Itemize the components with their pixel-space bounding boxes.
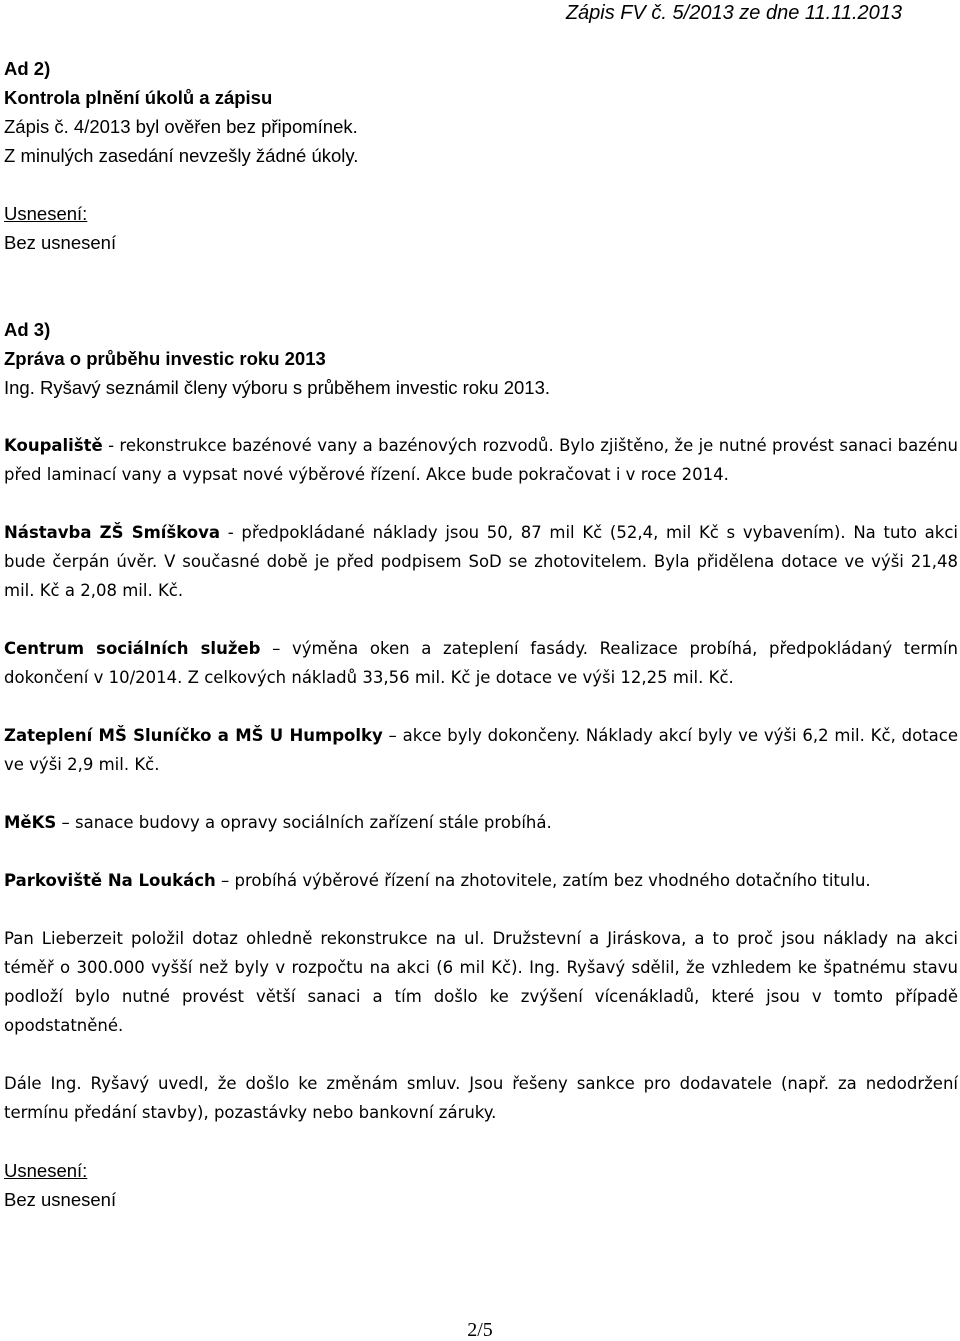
investment-item bbox=[4, 431, 958, 489]
section-ad3-subheading: Zpráva o průběhu investic roku 2013 bbox=[4, 348, 326, 369]
investment-item-text: – výměna oken a zateplení fasády. Realizace probíhá, předpokládaný termín dokončení v 10/2014. Z celkových nákladů 33,56 mil. Kč je dotace ve výši 12,25 mil. Kč. bbox=[4, 639, 958, 687]
section-ad2-heading: Ad 2) bbox=[4, 58, 51, 79]
investment-item bbox=[4, 518, 958, 605]
document-body bbox=[4, 54, 958, 1214]
resolution-label: Usnesení: bbox=[4, 1160, 88, 1181]
investment-item-text: - předpokládané náklady jsou 50, 87 mil Kč (52,4, mil Kč s vybavením). Na tuto akci bude čerpán úvěr. V současné době je před podpisem SoD se zhotovitelem. Byla přidělena dotace ve výši 21,48 mil. Kč a 2,08 mil. Kč. bbox=[4, 523, 958, 600]
page-number: 2/5 bbox=[467, 1319, 493, 1341]
investment-item bbox=[4, 634, 958, 692]
contracts-paragraph: Dále Ing. Ryšavý uvedl, že došlo ke změnám smluv. Jsou řešeny sankce pro dodavatele (např. za nedodržení termínu předání stavby), pozastávky nebo bankovní záruky. bbox=[4, 1074, 958, 1122]
resolution-text: Bez usnesení bbox=[4, 1189, 117, 1210]
investment-item bbox=[4, 866, 958, 895]
investment-item-text: – sanace budovy a opravy sociálních zařízení stále probíhá. bbox=[56, 813, 552, 832]
investment-item-title: MěKS bbox=[4, 813, 57, 832]
investment-item-text: - rekonstrukce bazénové vany a bazénových rozvodů. Bylo zjištěno, že je nutné provést sanaci bazénu před laminací vany a vypsat nové výběrové řízení. Akce bude pokračovat i v roce 2014. bbox=[4, 436, 958, 484]
investment-item-title: Centrum sociálních služeb bbox=[4, 639, 261, 658]
investment-item-title: Koupaliště bbox=[4, 436, 103, 455]
tasks-status-text: Z minulých zasedání nevzešly žádné úkoly. bbox=[4, 145, 359, 166]
resolution-text: Bez usnesení bbox=[4, 232, 117, 253]
document-header-title: Zápis FV č. 5/2013 ze dne 11.11.2013 bbox=[565, 2, 902, 24]
investment-intro-text: Ing. Ryšavý seznámil členy výboru s průběhem investic roku 2013. bbox=[4, 377, 551, 398]
discussion-paragraph: Pan Lieberzeit položil dotaz ohledně rekonstrukce na ul. Družstevní a Jiráskova, a to proč jsou náklady na akci téměř o 300.000 vyšší než byly v rozpočtu na akci (6 mil Kč). Ing. Ryšavý sdělil, že vzhledem ke špatnému stavu podloží bylo nutné provést větší sanaci a tím došlo ke zvýšení vícenákladů, které jsou v tomto případě opodstatněné. bbox=[4, 929, 958, 1035]
resolution-label: Usnesení: bbox=[4, 203, 88, 224]
investment-item-text: – probíhá výběrové řízení na zhotovitele, zatím bez vhodného dotačního titulu. bbox=[215, 871, 871, 890]
section-ad2-subheading: Kontrola plnění úkolů a zápisu bbox=[4, 87, 273, 108]
investment-item-title: Zateplení MŠ Sluníčko a MŠ U Humpolky bbox=[4, 726, 383, 745]
investment-item-text: – akce byly dokončeny. Náklady akcí byly ve výši 6,2 mil. Kč, dotace ve výši 2,9 mil. Kč. bbox=[4, 726, 958, 774]
investment-item bbox=[4, 808, 958, 837]
investment-item-title: Parkoviště Na Loukách bbox=[4, 871, 216, 890]
minutes-verification-text: Zápis č. 4/2013 byl ověřen bez připomínek. bbox=[4, 116, 358, 137]
section-ad3-heading: Ad 3) bbox=[4, 319, 51, 340]
investment-item-title: Nástavba ZŠ Smíškova bbox=[4, 523, 221, 542]
investment-item bbox=[4, 721, 958, 779]
